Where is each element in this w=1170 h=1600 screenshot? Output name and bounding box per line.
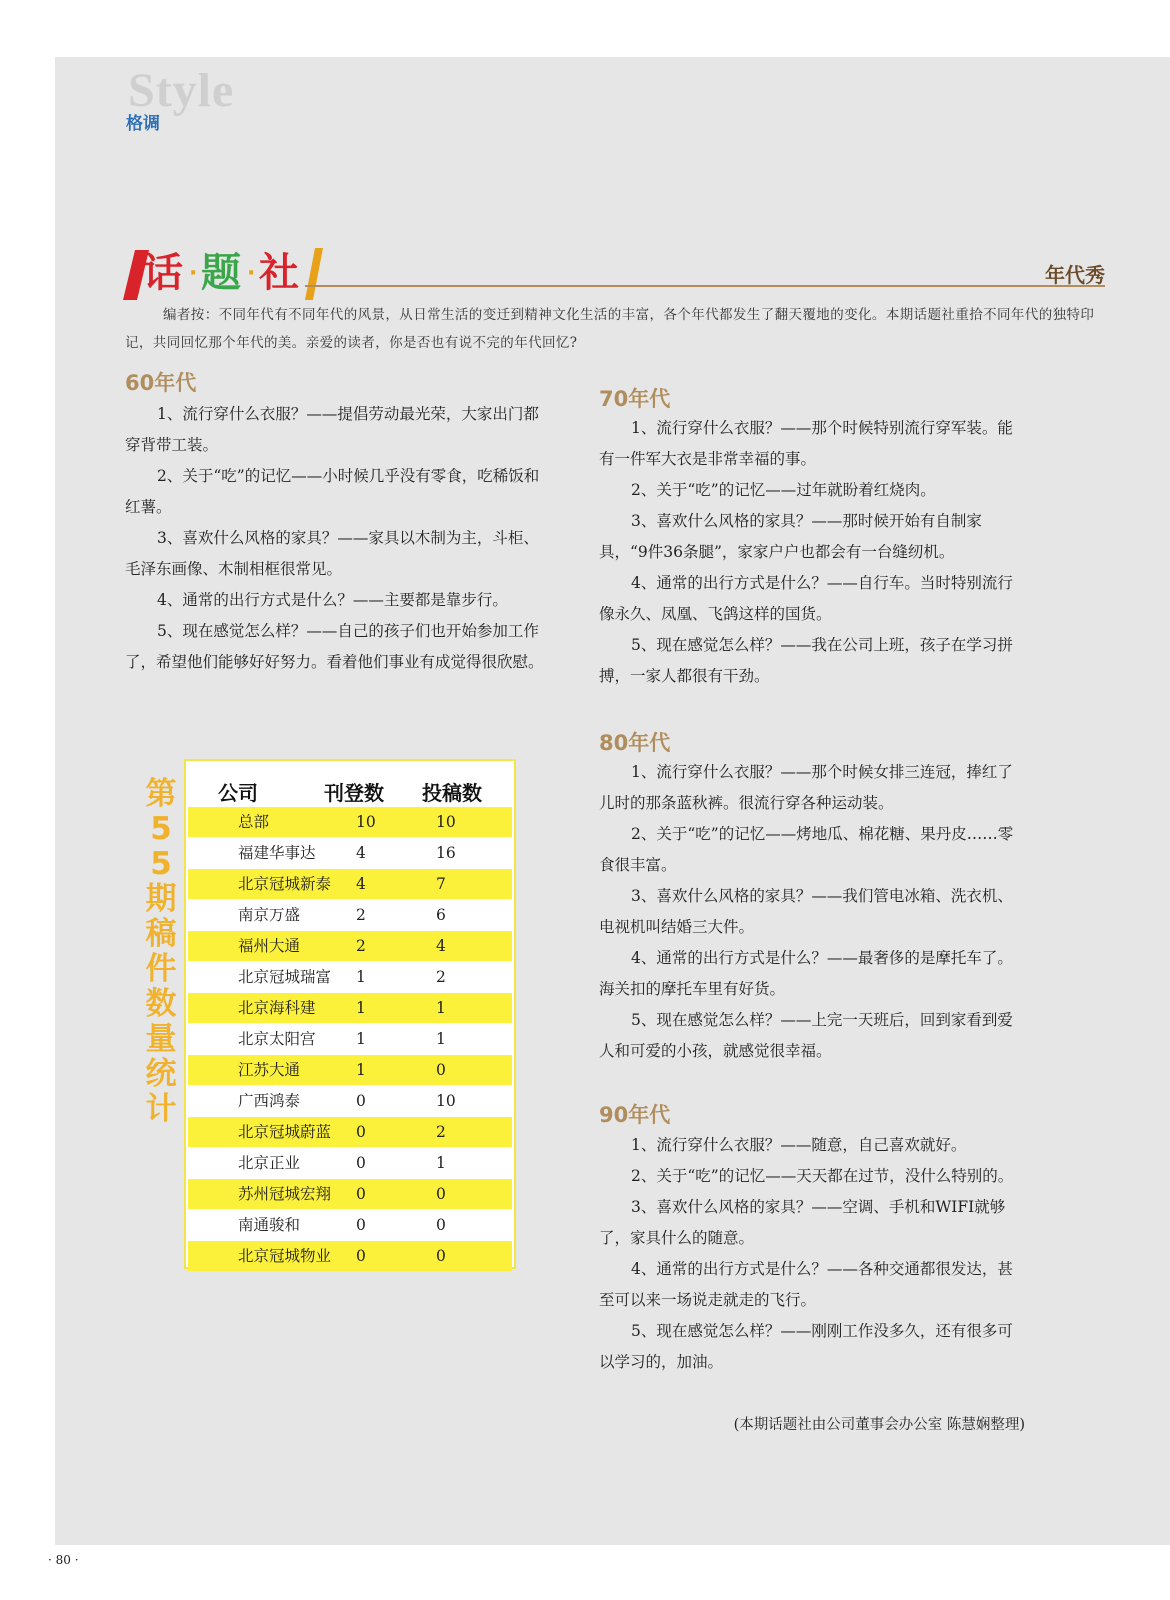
company-cell: 南京万盛 — [238, 906, 301, 924]
company-cell: 福建华事达 — [238, 844, 316, 862]
company-cell: 苏州冠城宏翔 — [238, 1185, 332, 1203]
published-cell: 2 — [356, 906, 366, 924]
paragraph: 5、现在感觉怎么样？——我在公司上班，孩子在学习拼搏，一家人都很有干劲。 — [599, 636, 1013, 685]
published-cell: 1 — [356, 1061, 366, 1079]
paragraph: 5、现在感觉怎么样？——自己的孩子们也开始参加工作了，希望他们能够好好努力。看着他们事业有成觉得很欣慰。 — [125, 622, 544, 671]
company-cell: 北京冠城蔚蓝 — [238, 1123, 332, 1141]
company-cell: 北京正业 — [238, 1154, 301, 1172]
published-cell: 0 — [356, 1154, 366, 1172]
paragraph: 5、现在感觉怎么样？——刚刚工作没多久，还有很多可以学习的，加油。 — [599, 1322, 1013, 1371]
header-style-word: Style — [128, 64, 235, 117]
paragraph: 3、喜欢什么风格的家具？——家具以木制为主，斗柜、毛泽东画像、木制相框很常见。 — [125, 529, 539, 578]
stats-table — [184, 759, 516, 1269]
table-row — [188, 1179, 512, 1209]
submitted-cell: 10 — [436, 813, 456, 831]
section-body-60s — [125, 399, 545, 678]
svg-text:·: · — [247, 261, 256, 286]
submitted-cell: 0 — [436, 1247, 446, 1265]
company-cell: 北京冠城物业 — [238, 1247, 332, 1265]
published-cell: 4 — [356, 844, 366, 862]
column-logo — [123, 240, 323, 300]
table-row — [188, 1241, 512, 1271]
table-row — [188, 1086, 512, 1116]
table-header-published: 刊登数 — [324, 781, 384, 805]
section-body-80s — [599, 757, 1027, 1067]
editor-note: 编者按：不同年代有不同年代的风景，从日常生活的变迁到精神文化生活的丰富，各个年代都发生了翻天覆地的变化。本期话题社重拾不同年代的独特印记，共同回忆那个年代的美。亲爱的读者，你是否也有说不完的年代回忆? — [125, 307, 1095, 351]
series-title: 年代秀 — [1045, 263, 1105, 287]
table-row — [188, 900, 512, 930]
company-cell: 北京太阳宫 — [238, 1030, 316, 1048]
company-cell: 福州大通 — [238, 937, 301, 955]
published-cell: 2 — [356, 937, 366, 955]
paragraph: 1、流行穿什么衣服？——那个时候女排三连冠，捧红了儿时的那条蓝秋裤。很流行穿各种运动装。 — [599, 763, 1013, 812]
company-cell: 南通骏和 — [238, 1216, 301, 1234]
table-header-submitted: 投稿数 — [422, 781, 482, 805]
paragraph: 4、通常的出行方式是什么？——最奢侈的是摩托车了。海关扣的摩托车里有好货。 — [599, 949, 1013, 998]
section-title-60s: 60年代 — [125, 371, 197, 395]
submitted-cell: 16 — [436, 844, 456, 862]
published-cell: 1 — [356, 968, 366, 986]
credit-line: (本期话题社由公司董事会办公室 陈慧娴整理) — [733, 1417, 1025, 1433]
paragraph: 5、现在感觉怎么样？——上完一天班后，回到家看到爱人和可爱的小孩，就感觉很幸福。 — [599, 1011, 1013, 1060]
submitted-cell: 0 — [436, 1216, 446, 1234]
submitted-cell: 6 — [436, 906, 446, 924]
table-row — [188, 1117, 512, 1147]
submitted-cell: 10 — [436, 1092, 456, 1110]
table-header-company: 公司 — [218, 781, 258, 805]
table-row — [188, 838, 512, 868]
svg-text:社: 社 — [259, 250, 299, 296]
table-row — [188, 962, 512, 992]
published-cell: 4 — [356, 875, 366, 893]
published-cell: 0 — [356, 1247, 366, 1265]
section-body-90s — [599, 1130, 1027, 1378]
submitted-cell: 1 — [436, 999, 446, 1017]
paragraph: 3、喜欢什么风格的家具？——我们管电冰箱、洗衣机、电视机叫结婚三大件。 — [599, 887, 1013, 936]
header-style-cn: 格调 — [126, 114, 160, 134]
paragraph: 4、通常的出行方式是什么？——主要都是靠步行。 — [157, 591, 508, 609]
svg-text:题: 题 — [201, 250, 241, 296]
table-row — [188, 931, 512, 961]
company-cell: 北京海科建 — [238, 999, 316, 1017]
submitted-cell: 1 — [436, 1154, 446, 1172]
paragraph: 1、流行穿什么衣服？——随意，自己喜欢就好。 — [631, 1136, 967, 1154]
table-row — [188, 807, 512, 837]
paragraph: 1、流行穿什么衣服？——提倡劳动最光荣，大家出门都穿背带工装。 — [125, 405, 539, 454]
company-cell: 北京冠城瑞富 — [238, 968, 332, 986]
section-title-90s: 90年代 — [599, 1103, 671, 1127]
company-cell: 总部 — [238, 813, 270, 831]
published-cell: 1 — [356, 999, 366, 1017]
paragraph: 2、关于“吃”的记忆——烤地瓜、棉花糖、果丹皮……零食很丰富。 — [599, 825, 1014, 874]
published-cell: 1 — [356, 1030, 366, 1048]
section-title-70s: 70年代 — [599, 387, 671, 411]
table-row — [188, 1024, 512, 1054]
table-row — [188, 869, 512, 899]
page-background — [55, 57, 1170, 1545]
submitted-cell: 2 — [436, 1123, 446, 1141]
published-cell: 0 — [356, 1092, 366, 1110]
submitted-cell: 1 — [436, 1030, 446, 1048]
submitted-cell: 0 — [436, 1185, 446, 1203]
table-row — [188, 1148, 512, 1178]
table-row — [188, 993, 512, 1023]
table-row — [188, 1210, 512, 1240]
company-cell: 江苏大通 — [238, 1061, 301, 1079]
paragraph: 2、关于“吃”的记忆——小时候几乎没有零食，吃稀饭和红薯。 — [125, 467, 540, 516]
paragraph: 4、通常的出行方式是什么？——各种交通都很发达，甚至可以来一场说走就走的飞行。 — [599, 1260, 1013, 1309]
page-number: · 80 · — [48, 1553, 79, 1567]
svg-text:话: 话 — [143, 250, 183, 296]
table-row — [188, 1055, 512, 1085]
published-cell: 0 — [356, 1185, 366, 1203]
paragraph: 2、关于“吃”的记忆——过年就盼着红烧肉。 — [631, 481, 936, 499]
submitted-cell: 4 — [436, 937, 446, 955]
section-body-70s — [599, 413, 1027, 692]
paragraph: 2、关于“吃”的记忆——天天都在过节，没什么特别的。 — [631, 1167, 1014, 1185]
paragraph: 3、喜欢什么风格的家具？——那时候开始有自制家具，“9件36条腿”，家家户户也都会有一台缝纫机。 — [599, 512, 982, 561]
published-cell: 10 — [356, 813, 376, 831]
paragraph: 3、喜欢什么风格的家具？——空调、手机和WIFI就够了，家具什么的随意。 — [599, 1198, 1006, 1247]
paragraph: 1、流行穿什么衣服？——那个时候特别流行穿军装。能有一件军大衣是非常幸福的事。 — [599, 419, 1013, 468]
section-title-80s: 80年代 — [599, 731, 671, 755]
submitted-cell: 0 — [436, 1061, 446, 1079]
submitted-cell: 7 — [436, 875, 446, 893]
stats-vertical-title: 第55期稿件数量统计 — [145, 776, 177, 1127]
published-cell: 0 — [356, 1216, 366, 1234]
paragraph: 4、通常的出行方式是什么？——自行车。当时特别流行像永久、凤凰、飞鸽这样的国货。 — [599, 574, 1013, 623]
svg-text:·: · — [189, 261, 198, 286]
company-cell: 广西鸿泰 — [238, 1092, 301, 1110]
submitted-cell: 2 — [436, 968, 446, 986]
company-cell: 北京冠城新泰 — [238, 875, 332, 893]
published-cell: 0 — [356, 1123, 366, 1141]
